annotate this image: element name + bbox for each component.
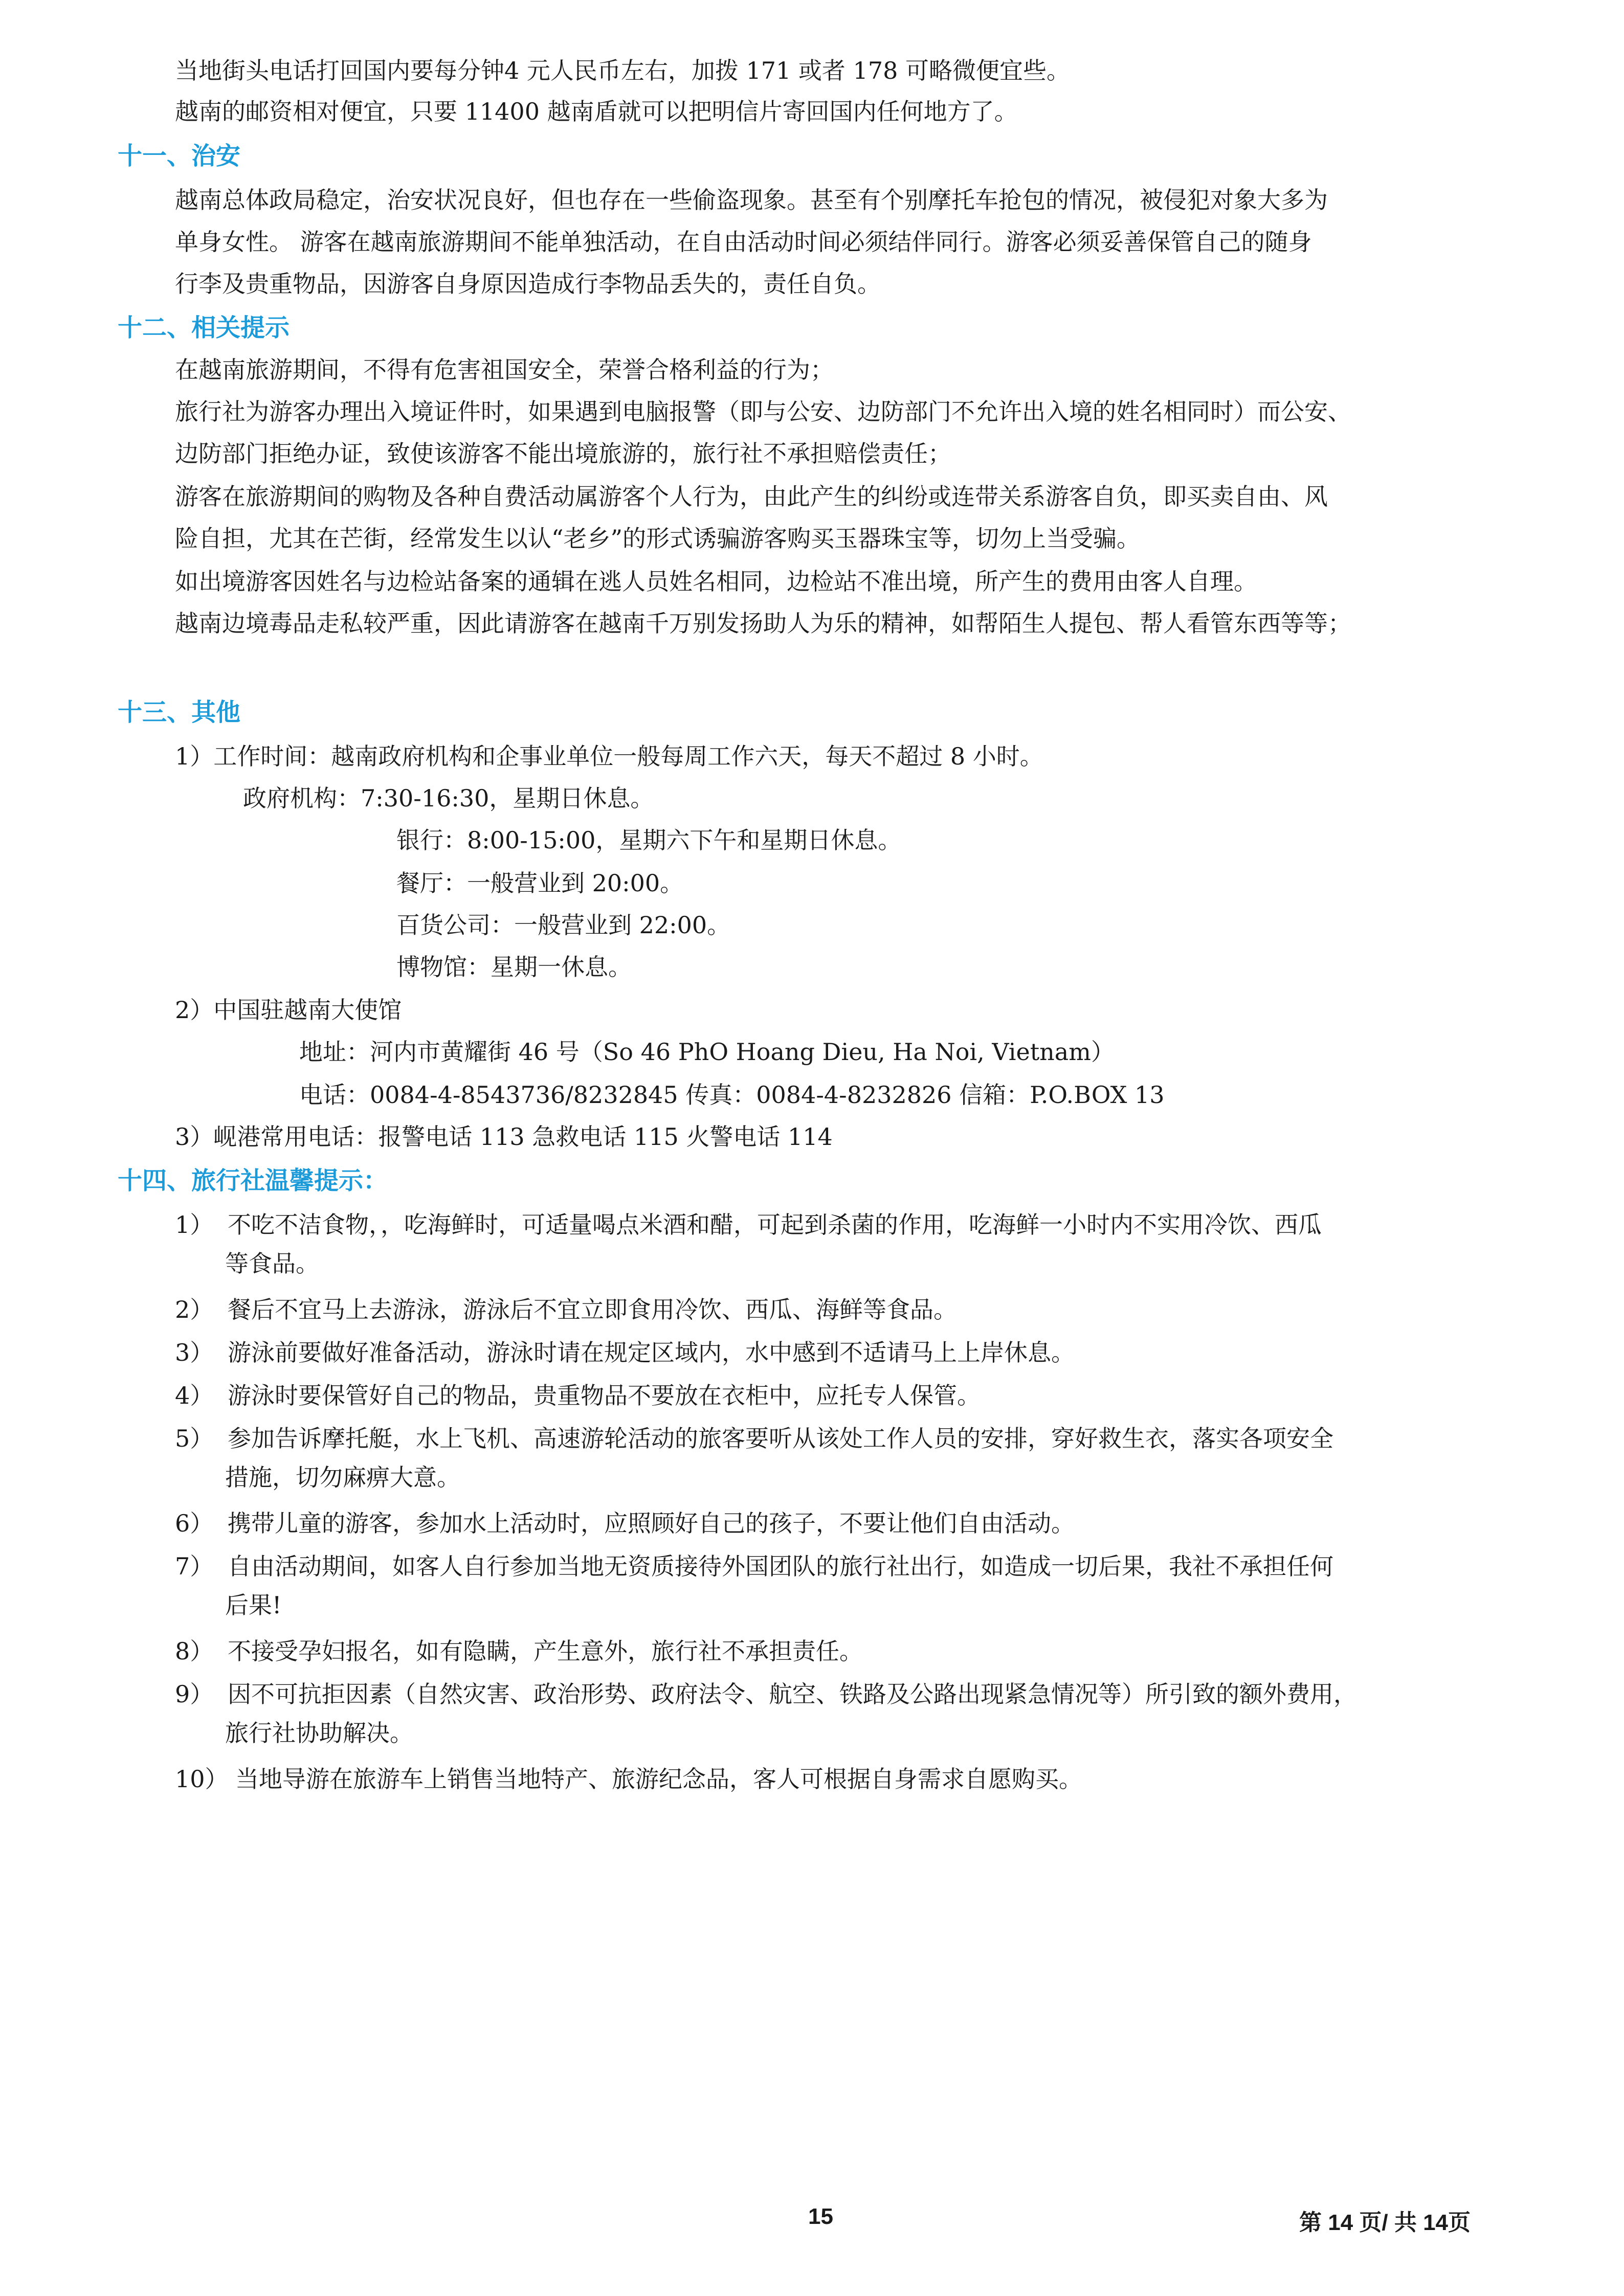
tip-7-line-1: 自由活动期间，如客人自行参加当地无资质接待外国团队的旅行社出行，如造成一切后果，我社不承担任何 (228, 1552, 1333, 1580)
tip-6-number: 6） (175, 1510, 214, 1537)
embassy-phone: 电话：0084-4-8543736/8232845 传真：0084-4-8232826 信箱：P.O.BOX 13 (299, 1081, 1165, 1109)
page-count: 第 14 页/ 共 14页 (1299, 2210, 1471, 2235)
section-12-para-2a: 旅行社为游客办理出入境证件时，如果遇到电脑报警（即与公安、边防部门不允许出入境的姓名相同时）而公安、 (175, 398, 1351, 425)
tip-9-number: 9） (175, 1680, 214, 1708)
tip-3-line-1: 游泳前要做好准备活动，游泳时请在规定区域内，水中感到不适请马上上岸休息。 (228, 1339, 1075, 1366)
tip-4-number: 4） (175, 1382, 214, 1409)
tip-2-number: 2） (175, 1296, 214, 1323)
section-11-line-2: 单身女性。 游客在越南旅游期间不能单独活动，在自由活动时间必须结伴同行。游客必须妥善保管自己的随身 (175, 228, 1312, 256)
tip-9-line-2: 旅行社协助解决。 (225, 1719, 413, 1747)
section-12-heading: 十二、相关提示 (118, 313, 290, 342)
section-11-line-3: 行李及贵重物品，因游客自身原因造成行李物品丢失的，责任自负。 (175, 270, 881, 298)
section-13-item-2: 2）中国驻越南大使馆 (175, 996, 402, 1024)
section-13-item-1: 1）工作时间：越南政府机构和企事业单位一般每周工作六天，每天不超过 8 小时。 (175, 742, 1043, 770)
tip-8-line-1: 不接受孕妇报名，如有隐瞒，产生意外，旅行社不承担责任。 (228, 1637, 863, 1665)
intro-line-2: 越南的邮资相对便宜，只要 11400 越南盾就可以把明信片寄回国内任何地方了。 (175, 98, 1018, 125)
section-12-para-4: 如出境游客因姓名与边检站备案的通辑在逃人员姓名相同，边检站不准出境，所产生的费用由客人自理。 (175, 568, 1257, 595)
tip-7-line-2: 后果! (225, 1591, 282, 1619)
section-12-para-5: 越南边境毒品走私较严重，因此请游客在越南千万别发扬助人为乐的精神，如帮陌生人提包、帮人看管东西等等； (175, 610, 1351, 637)
hours-department-store: 百货公司：一般营业到 22:00。 (396, 911, 731, 939)
tip-1-number: 1） (175, 1211, 214, 1239)
intro-line-1: 当地街头电话打回国内要每分钟4 元人民币左右，加拨 171 或者 178 可略微便宜些。 (175, 57, 1070, 84)
tip-7-number: 7） (175, 1552, 214, 1580)
page-number: 15 (808, 2204, 833, 2229)
tip-10-line-1: 当地导游在旅游车上销售当地特产、旅游纪念品，客人可根据自身需求自愿购买。 (235, 1765, 1082, 1793)
section-14-heading: 十四、旅行社温馨提示： (118, 1166, 388, 1195)
embassy-address: 地址：河内市黄耀街 46 号（So 46 PhO Hoang Dieu, Ha Noi, Vietnam） (299, 1038, 1115, 1066)
tip-8-number: 8） (175, 1637, 214, 1665)
tip-2-line-1: 餐后不宜马上去游泳，游泳后不宜立即食用冷饮、西瓜、海鲜等食品。 (228, 1296, 957, 1323)
tip-5-number: 5） (175, 1425, 214, 1452)
section-12-para-1: 在越南旅游期间，不得有危害祖国安全，荣誉合格利益的行为； (175, 356, 834, 384)
tip-9-line-1: 因不可抗拒因素（自然灾害、政治形势、政府法令、航空、铁路及公路出现紧急情况等）所引致的额外费用， (228, 1680, 1357, 1708)
section-11-heading: 十一、治安 (118, 142, 241, 170)
section-13-heading: 十三、其他 (118, 698, 241, 727)
section-12-para-3a: 游客在旅游期间的购物及各种自费活动属游客个人行为，由此产生的纠纷或连带关系游客自负，即买卖自由、风 (175, 483, 1328, 510)
section-13-item-3: 3）岘港常用电话：报警电话 113 急救电话 115 火警电话 114 (175, 1123, 833, 1151)
hours-museum: 博物馆：星期一休息。 (396, 953, 632, 981)
hours-bank: 银行：8:00-15:00，星期六下午和星期日休息。 (396, 826, 902, 854)
tip-5-line-2: 措施，切勿麻痹大意。 (225, 1464, 460, 1491)
hours-restaurant: 餐厅：一般营业到 20:00。 (396, 869, 684, 897)
tip-6-line-1: 携带儿童的游客，参加水上活动时，应照顾好自己的孩子，不要让他们自由活动。 (228, 1510, 1075, 1537)
section-12-para-2b: 边防部门拒绝办证，致使该游客不能出境旅游的，旅行社不承担赔偿责任； (175, 440, 951, 467)
tip-3-number: 3） (175, 1339, 214, 1366)
tip-4-line-1: 游泳时要保管好自己的物品，贵重物品不要放在衣柜中，应托专人保管。 (228, 1382, 981, 1409)
tip-1-line-1: 不吃不洁食物，，吃海鲜时，可适量喝点米酒和醋，可起到杀菌的作用，吃海鲜一小时内不实用冷饮、西瓜 (228, 1211, 1322, 1239)
section-12-para-3b: 险自担，尤其在芒街，经常发生以认“老乡”的形式诱骗游客购买玉器珠宝等，切勿上当受骗。 (175, 525, 1141, 552)
hours-government: 政府机构：7:30-16:30，星期日休息。 (243, 784, 654, 812)
tip-1-line-2: 等食品。 (225, 1250, 319, 1277)
section-11-line-1: 越南总体政局稳定，治安状况良好，但也存在一些偷盗现象。甚至有个别摩托车抢包的情况，被侵犯对象大多为 (175, 186, 1328, 214)
tip-10-number: 10） (175, 1765, 229, 1793)
tip-5-line-1: 参加告诉摩托艇，水上飞机、高速游轮活动的旅客要听从该处工作人员的安排，穿好救生衣，落实各项安全 (228, 1425, 1333, 1452)
